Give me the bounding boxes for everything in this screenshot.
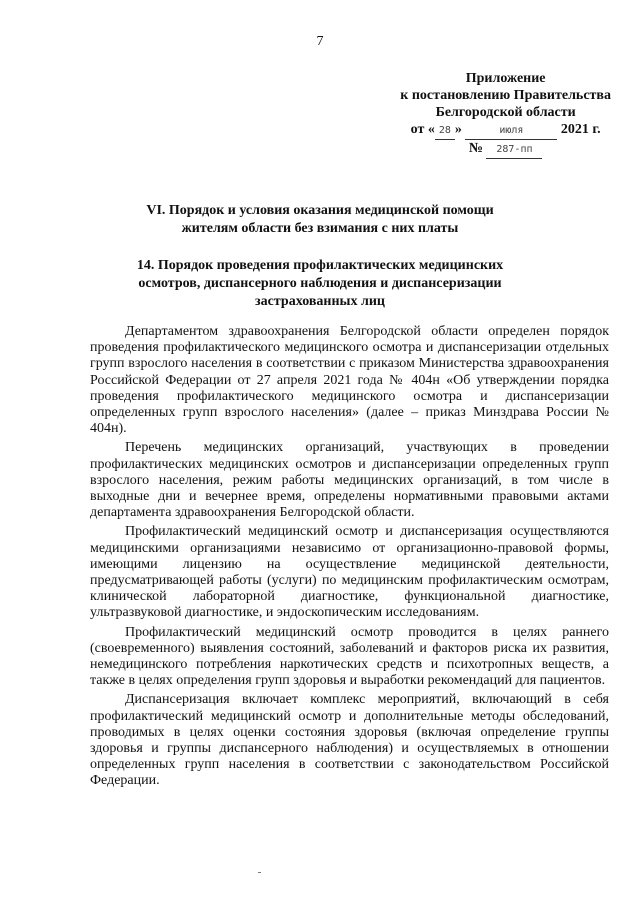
paragraph: Профилактический медицинский осмотр проводится в целях раннего (своевременного) выявления состояний, заболеваний и факторов риска их развития, немедицинского потребления наркотических средств и психотропных веществ, а также в целях определения групп здоровья и выработки рекомендаций для пациентов. [90,624,609,689]
appendix-date-line [400,121,611,140]
appendix-title: Приложение [465,71,546,86]
appendix-number-line [400,140,611,159]
paragraph: Перечень медицинских организаций, участвующих в проведении профилактических медицинских осмотров и диспансеризации определенных групп взрослого населения, режим работы медицинских организаций, в том числе в выходные дни и вечернее время, определены нормативными правовыми актами департамента здравоохранения Белгородской области. [90,440,609,521]
subsection-heading-line-3: застрахованных лиц [255,294,385,309]
appendix-line-region: Белгородской области [435,105,576,120]
date-year: 2021 г. [560,122,601,137]
scan-dot [258,872,261,873]
date-prefix: от « [410,122,435,137]
appendix-block [400,70,611,159]
number-prefix: № [468,141,483,156]
paragraph: Департаментом здравоохранения Белгородской области определен порядок проведения профилактического медицинского осмотра и диспансеризации отдельных групп взрослого населения в соответствии с приказом Министерства здравоохранения Российской Федерации от 27 апреля 2021 года № 404н «Об утверждении порядка проведения профилактического медицинского осмотра и диспансеризации определенных групп взрослого населения» (далее – приказ Минздрава России № 404н). [90,324,609,437]
subsection-heading-line-1: 14. Порядок проведения профилактических медицинских [136,258,504,273]
date-close-quote: » [454,122,462,137]
subsection-heading [0,257,640,311]
body-text [90,324,609,790]
section-heading-line-2: жителям области без взимания с них платы [181,221,459,236]
number-value-handwritten: 287-пп [486,141,542,159]
paragraph: Профилактический медицинский осмотр и диспансеризация осуществляются медицинскими организациями независимо от организационно-правовой формы, имеющими лицензию на осуществление медицинской деятельности, предусматривающей работы (услуги) по медицинским профилактическим осмотрам, клинической лабораторной диагностике, функциональной диагностике, ультразвуковой диагностике, и эндоскопическим исследованиям. [90,524,609,621]
section-heading-line-1: VI. Порядок и условия оказания медицинской помощи [146,203,494,218]
subsection-heading-line-2: осмотров, диспансерного наблюдения и диспансеризации [138,276,502,291]
page-number: 7 [316,34,324,49]
date-month-handwritten: июля [465,122,557,140]
date-day-handwritten: 28 [435,122,455,140]
appendix-line-resolution: к постановлению Правительства [400,88,611,103]
paragraph: Диспансеризация включает комплекс мероприятий, включающий в себя профилактический медицинский осмотр и дополнительные методы обследований, проводимых в целях оценки состояния здоровья (включая определение группы здоровья и группы диспансерного наблюдения) и осуществляемых в отношении определенных групп населения в соответствии с законодательством Российской Федерации. [90,692,609,789]
section-heading [0,202,640,238]
